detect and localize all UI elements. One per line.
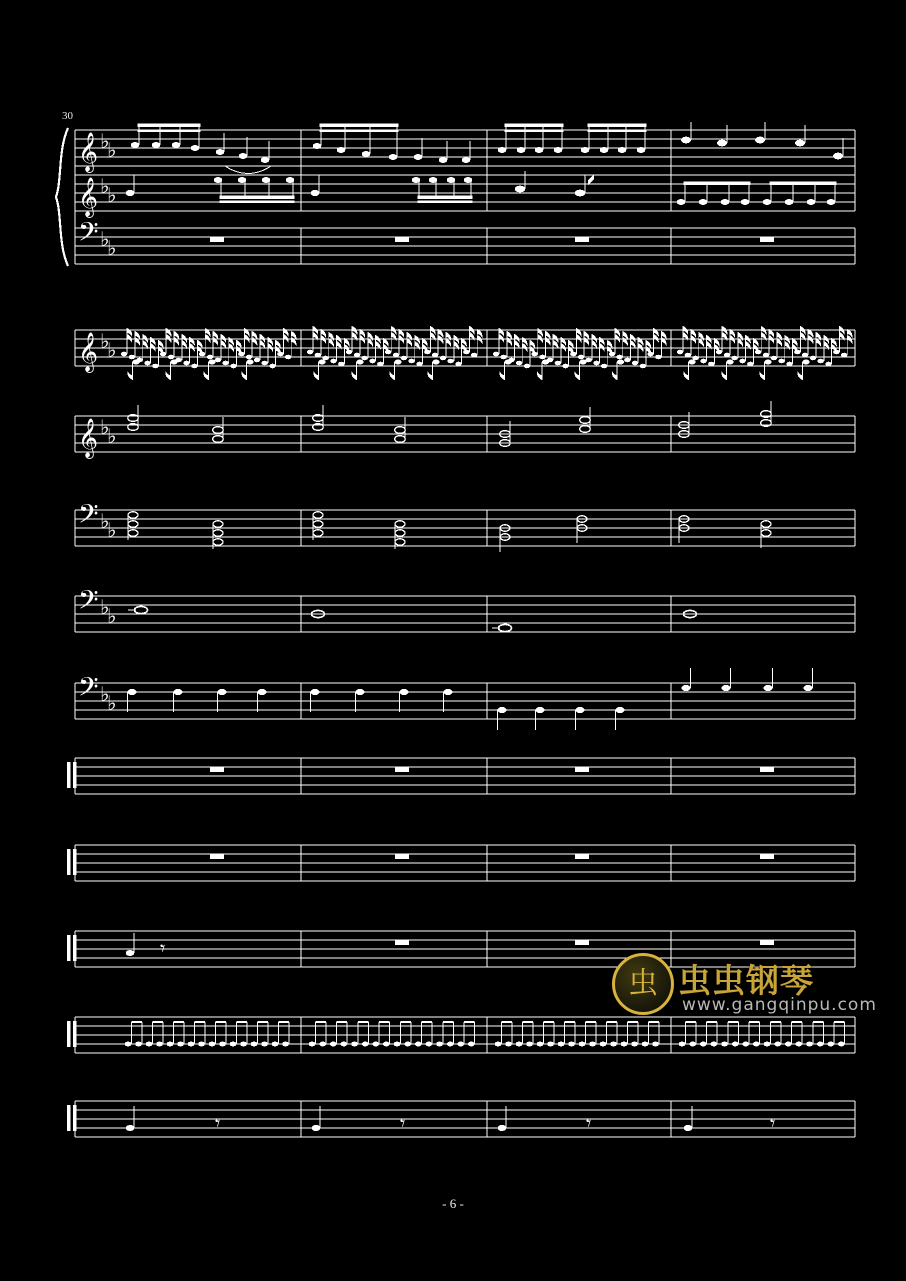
svg-text:𝄾: 𝄾 (770, 1111, 776, 1135)
bass-clef-icon: 𝄢 (78, 671, 99, 709)
key-signature-flat: ♭ (100, 227, 110, 251)
key-signature-flat: ♭ (107, 338, 117, 362)
watermark-title: 虫虫钢琴 (678, 961, 814, 1000)
treble-clef-icon: 𝄞 (78, 132, 99, 172)
bass-clef-icon: 𝄢 (78, 498, 99, 536)
key-signature-flat: ♭ (107, 236, 117, 260)
eighth-rest-icon: 𝄾 (160, 936, 166, 960)
key-signature-flat: ♭ (107, 604, 117, 628)
key-signature-flat: ♭ (100, 509, 110, 533)
key-signature-flat: ♭ (100, 595, 110, 619)
key-signature-flat: ♭ (107, 183, 117, 207)
key-signature-flat: ♭ (107, 138, 117, 162)
page-number: - 6 - (442, 1196, 464, 1211)
bass-clef-icon: 𝄢 (78, 216, 99, 254)
measure-number: 30 (62, 110, 73, 122)
watermark-logo-glyph: 虫 (628, 967, 658, 1000)
svg-text:𝄾: 𝄾 (215, 1111, 221, 1135)
svg-text:𝄾: 𝄾 (586, 1111, 592, 1135)
treble-clef-icon: 𝄞 (78, 177, 99, 217)
key-signature-flat: ♭ (100, 129, 110, 153)
key-signature-flat: ♭ (100, 682, 110, 706)
treble-clef-icon: 𝄞 (78, 418, 99, 458)
key-signature-flat: ♭ (107, 691, 117, 715)
key-signature-flat: ♭ (107, 518, 117, 542)
key-signature-flat: ♭ (100, 329, 110, 353)
key-signature-flat: ♭ (100, 415, 110, 439)
treble-clef-icon: 𝄞 (78, 332, 99, 372)
key-signature-flat: ♭ (107, 424, 117, 448)
watermark-url: www.gangqinpu.com (682, 995, 877, 1015)
bass-clef-icon: 𝄢 (78, 584, 99, 622)
svg-text:𝄾: 𝄾 (400, 1111, 406, 1135)
key-signature-flat: ♭ (100, 174, 110, 198)
